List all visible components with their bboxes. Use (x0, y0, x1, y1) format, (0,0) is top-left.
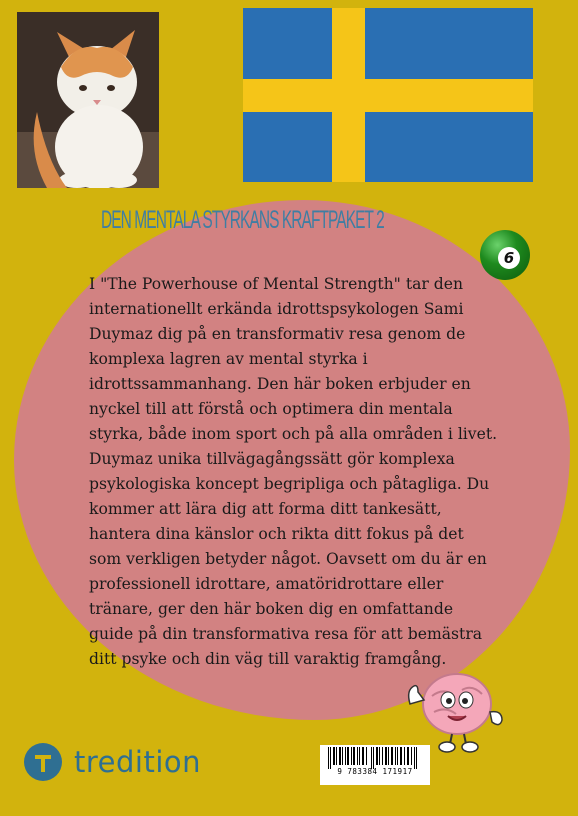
tredition-logo-icon (24, 743, 62, 781)
cat-photo (17, 12, 159, 188)
barcode-lines (324, 747, 426, 769)
isbn-barcode (320, 745, 430, 785)
publisher-logo (24, 742, 201, 782)
cat-illustration (17, 12, 159, 188)
book-description: I "The Powerhouse of Mental Strength" tar den internationellt erkända idrottspsykologen Sami Duymaz dig på en transformativ resa genom de komplexa lagren av mental styrka i idrottssammanhang. Den här boken erbjuder en nyckel till att förstå och optimera din mentala styrka, både inom sport och på alla områden i livet. Duymaz unika tillvägagångssätt gör komplexa psykologiska koncept begripliga och påtagliga. Du kommer att lära dig att forma ditt tankesätt, hantera dina känslor och rikta ditt fokus på det som verkligen betyder något. Oavsett om du är en professionell idrottare, amatöridrottare eller tränare, ger den här boken dig en omfattande guide på din transformativa resa för att bemästra ditt psyke och din väg till varaktig framgång. (89, 275, 498, 668)
publisher-name: tredition (74, 745, 202, 779)
swedish-flag (243, 8, 533, 182)
brain-mascot-icon (402, 660, 508, 754)
book-title: DEN MENTALA STYRKANS KRAFTPAKET 2 (101, 206, 384, 234)
ball-number: 6 (498, 247, 520, 269)
flag-cross-horizontal (243, 79, 533, 112)
isbn-number: 9 783384 171917 (337, 767, 413, 776)
